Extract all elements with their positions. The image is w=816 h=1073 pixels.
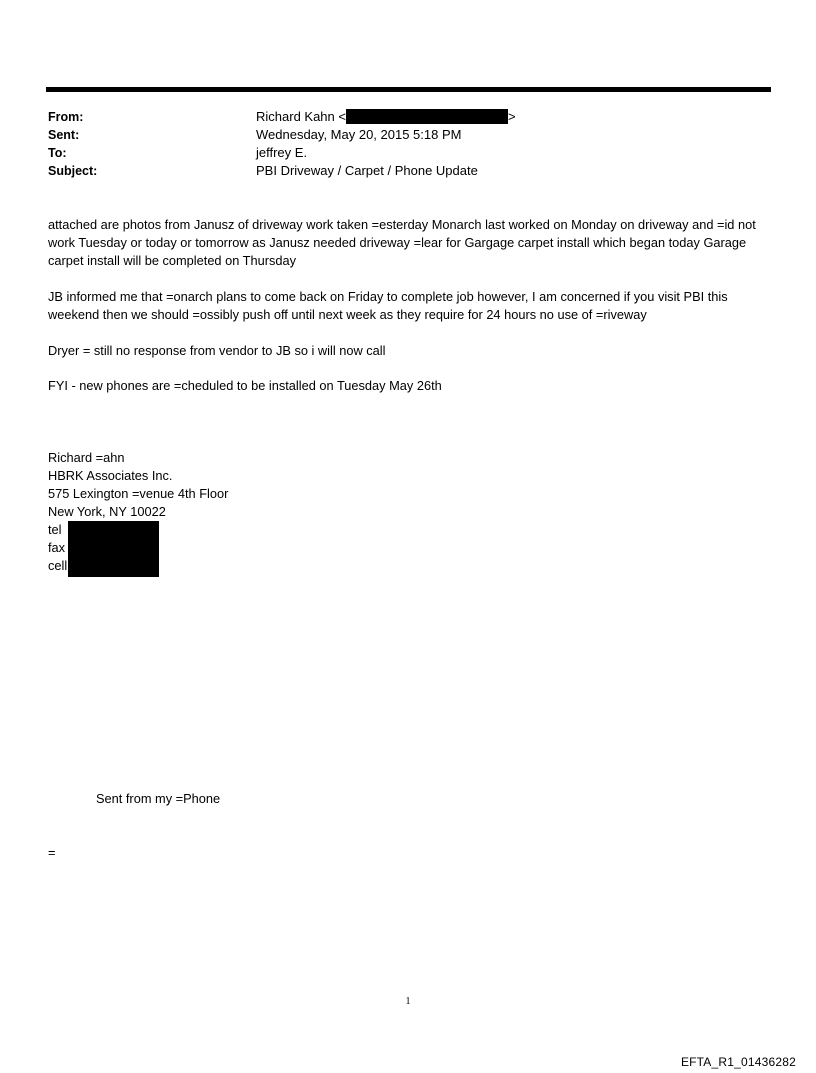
redacted-phone-numbers bbox=[68, 521, 159, 577]
sent-label: Sent: bbox=[48, 128, 80, 142]
signature-address-2: New York, NY 10022 bbox=[48, 504, 166, 519]
sent-from-line: Sent from my =Phone bbox=[96, 791, 221, 806]
to-label: To: bbox=[48, 146, 67, 160]
signature-fax-label: fax bbox=[48, 540, 66, 555]
signature-cell-label: cell bbox=[48, 558, 68, 573]
subject-value: PBI Driveway / Carpet / Phone Update bbox=[256, 163, 478, 178]
from-name: Richard Kahn < bbox=[256, 109, 346, 124]
signature-tel-label: tel bbox=[48, 522, 62, 537]
to-value: jeffrey E. bbox=[256, 145, 308, 160]
header-rule bbox=[46, 87, 771, 92]
signature-address-1: 575 Lexington =venue 4th Floor bbox=[48, 486, 229, 501]
from-value bbox=[256, 108, 516, 126]
bates-number: EFTA_R1_01436282 bbox=[680, 1055, 796, 1069]
from-label: From: bbox=[48, 110, 84, 124]
trailing-char: = bbox=[48, 845, 56, 860]
page-number: 1 bbox=[405, 996, 411, 1007]
signature-company: HBRK Associates Inc. bbox=[48, 468, 173, 483]
body-paragraph-3: Dryer = still no response from vendor to JB so i will now call bbox=[48, 343, 386, 358]
sent-value: Wednesday, May 20, 2015 5:18 PM bbox=[256, 127, 462, 142]
body-paragraph-2: JB informed me that =onarch plans to come back on Friday to complete job however, I am concerned if you visit PBI this weekend then we should =ossibly push off until next week as they require for 24 hours no use of =riveway bbox=[48, 289, 728, 322]
body-paragraph-4: FYI - new phones are =cheduled to be installed on Tuesday May 26th bbox=[48, 378, 442, 393]
subject-label: Subject: bbox=[48, 164, 98, 178]
signature-name: Richard =ahn bbox=[48, 450, 125, 465]
from-suffix: > bbox=[507, 109, 516, 124]
body-paragraph-1: attached are photos from Janusz of driveway work taken =esterday Monarch last worked on Monday on driveway and =id not work Tuesday or today or tomorrow as Janusz needed driveway =lear for Gargage carpet install which began today Garage carpet install will be completed on Thursday bbox=[48, 217, 756, 268]
redacted-email bbox=[346, 109, 508, 124]
